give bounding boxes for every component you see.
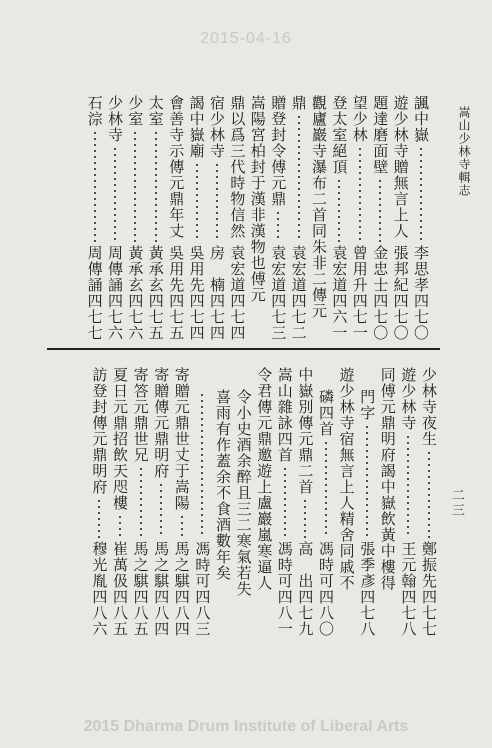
toc-entry [274,367,296,637]
dot-leader [114,146,116,242]
entry-title: 謁中嶽廟 [187,95,206,159]
dot-leader [201,392,203,538]
entry-title: 宿少林寺 [208,95,226,159]
entry-author: 張邦紀 [391,245,410,293]
dot-leader [428,450,430,538]
dot-leader [338,178,340,242]
entry-title: 同傅元鼎明府謁中嶽飲黃中樓得 [378,367,397,591]
entry-author: 房 楠 [208,245,226,293]
dot-leader [216,162,218,242]
entry-title: 喜雨有作蓋余不食酒數年矣 [214,389,232,581]
entry-title: 遊少林寺宿無言上人精舍同戚不 [337,367,356,591]
dot-leader [304,498,306,538]
entry-page: 四七四 [187,293,206,341]
toc-entry [130,367,152,637]
entry-author-page [88,541,110,637]
entry-page: 四八五 [111,589,129,637]
entry-title: 太室 [146,95,165,127]
entry-author: 曾用升 [350,245,369,293]
entry-author: 黃承玄 [146,245,165,293]
dot-leader [284,466,286,538]
entry-author: 袁宏道 [228,245,247,293]
entry-title: 登太室絕頂 [330,95,349,175]
entry-title: 鼎 [289,95,308,111]
entry-title: 題達磨面壁 [371,95,390,175]
entry-author: 袁宏道 [330,245,349,293]
entry-title: 磷四首 [317,389,335,437]
entry-title: 門字 [358,389,377,421]
entry-author: 李思孝 [412,245,430,293]
entry-author-page [390,245,412,341]
toc-entry [186,95,208,341]
dot-leader [407,434,409,538]
dot-leader [366,424,368,538]
entry-author: 吳用先 [167,245,186,293]
toc-entry [165,95,187,341]
toc-entry [226,95,248,341]
toc-entry [206,95,228,341]
entry-page: 四八三 [193,589,212,637]
entry-title: 寄贈元鼎世丈于嵩陽 [172,367,191,511]
entry-author-page [124,245,146,341]
entry-author: 袁宏道 [289,245,308,293]
entry-title: 訪登封傳元鼎明府 [90,367,109,495]
entry-author: 吳用先 [187,245,206,293]
entry-author-page [315,541,337,637]
toc-entry [150,367,172,637]
toc-entry [390,95,412,341]
entry-author: 馮時可 [193,541,212,589]
entry-title: 會善寺示傳元鼎年丈 [167,95,186,239]
entry-author: 金忠士 [371,245,390,293]
entry-title: 石淙 [85,95,104,127]
entry-page: 四七一 [350,293,369,341]
dot-leader [196,162,198,242]
entry-page: 四七四 [228,293,247,341]
entry-author: 馬之騏 [152,541,171,589]
entry-page: 四八五 [131,589,150,637]
entry-author-page [84,245,106,341]
page-number: 二三 [449,488,464,518]
toc-entry [349,95,371,341]
dot-leader [277,210,279,242]
entry-author: 黃承玄 [126,245,145,293]
entry-author: 王元翰 [399,541,418,589]
entry-author-page [191,541,213,637]
entry-title: 贈登封令傅元鼎 [269,95,288,207]
entry-page: 四七〇 [391,293,410,341]
entry-page: 四六一 [330,293,349,341]
entry-title: 遊少林寺 [399,367,418,431]
entry-author-page [186,245,208,341]
entry-author-page [328,245,350,341]
running-title: 嵩山少林寺輯志 [457,106,471,197]
entry-author: 周傳誦 [106,245,124,293]
entry-title: 鼎以爲三代時物信然 [228,95,247,239]
toc-entry [410,95,432,341]
entry-author-page [267,245,289,341]
entry-page: 四七〇 [412,293,430,341]
entry-author: 穆光胤 [90,541,109,589]
entry-page: 四七七 [420,589,438,637]
entry-page: 四七八 [399,589,418,637]
toc-entry [191,367,213,637]
entry-author-page [288,245,310,341]
toc-entry [418,367,440,637]
entry-page: 四七五 [146,293,165,341]
entry-page: 四八一 [275,589,294,637]
entry-author-page [150,541,172,637]
entry-page: 四八四 [152,589,171,637]
entry-author: 周傳誦 [85,245,104,293]
toc-entry [212,367,234,637]
entry-author: 馮時可 [317,541,335,589]
dot-leader [98,498,100,538]
entry-title: 中嶽別傳元鼎二首 [296,367,315,495]
entry-title: 遊少林寺贈無言上人 [391,95,410,239]
entry-author-page [226,245,248,341]
entry-title: 夏日元鼎招飲天咫樓 [111,367,129,511]
toc-entry [356,367,378,637]
entry-author: 馮時可 [275,541,294,589]
toc-entry [369,95,391,341]
entry-title: 望少林 [350,95,369,143]
dot-leader [155,130,157,242]
entry-title: 寄答元鼎世兄 [131,367,150,463]
dot-leader [140,466,142,538]
toc-entry [397,367,419,637]
entry-author-page [171,541,193,637]
entry-title: 觀廬巖寺瀑布二首同朱非二傳元 [310,95,328,319]
entry-author-page [418,541,440,637]
toc-entry [171,367,193,637]
entry-author: 袁宏道 [269,245,288,293]
dot-leader [298,114,300,242]
entry-author: 崔萬伋 [111,541,129,589]
entry-author: 高 出 [296,541,315,589]
entry-page: 四七八 [358,589,377,637]
entry-title: 嵩陽宮柏封于漢非漢物也傅元 [248,95,267,303]
dot-leader [119,514,121,538]
entry-title: 嵩山雜詠四首 [275,367,294,463]
entry-author-page [130,541,152,637]
entry-page: 四七五 [167,293,186,341]
toc-entry [328,95,350,341]
entry-author-page [356,541,378,637]
entry-author-page [274,541,296,637]
toc-entry [294,367,316,637]
entry-author-page [145,245,167,341]
entry-author-page [410,245,432,341]
entry-author-page [109,541,131,637]
entry-title: 少室 [126,95,145,127]
dot-leader [160,482,162,538]
entry-title: 少林寺 [106,95,124,143]
toc-entry [88,367,110,637]
toc-entry [233,367,255,637]
entry-author-page [104,245,126,341]
entry-title: 諷中嶽 [412,95,430,143]
entry-page: 四八四 [172,589,191,637]
dot-leader [94,130,96,242]
dot-leader [325,440,327,538]
entry-author: 鄭振先 [420,541,438,589]
entry-author: 張季彥 [358,541,377,589]
footer-watermark: 2015 Dharma Drum Institute of Liberal Arts [83,718,409,735]
toc-entry [377,367,399,637]
entry-page: 四七〇 [371,293,390,341]
dot-leader [420,146,422,242]
entry-author-page [294,541,316,637]
entry-author-page [397,541,419,637]
entry-title: 少林寺夜生 [420,367,438,447]
entry-page: 四七四 [208,293,226,341]
toc-entry [288,95,310,341]
entry-title: 令君傳元鼎邀遊上盧巖嵐寒逼人 [255,367,274,591]
entry-title: 寄贈傳元鼎明府 [152,367,171,479]
toc-entry [315,367,337,637]
toc-entry [104,95,126,341]
dot-leader [134,130,136,242]
dot-leader [379,178,381,242]
entry-page: 四七六 [106,293,124,341]
entry-author: 馬之騏 [172,541,191,589]
entry-author-page [165,245,187,341]
entry-page: 四七六 [126,293,145,341]
entry-page: 四八六 [90,589,109,637]
dot-leader [181,514,183,538]
entry-page: 四七九 [296,589,315,637]
entry-page: 四八〇 [317,589,335,637]
section-divider [47,348,440,350]
entry-author: 馬之騏 [131,541,150,589]
entry-title: 令小史酒余醉且三二寒氣若失 [234,389,253,597]
toc-entry [84,95,106,341]
entry-page: 四七七 [85,293,104,341]
entry-author-page [349,245,371,341]
toc-entry [124,95,146,341]
toc-entry [109,367,131,637]
toc-entry [247,95,269,341]
toc-entry [253,367,275,637]
date-watermark: 2015-04-16 [200,30,292,47]
entry-author-page [206,245,228,341]
entry-page: 四七三 [269,293,288,341]
toc-entry [145,95,167,341]
toc-entry [336,367,358,637]
toc-entry [308,95,330,341]
toc-entry [267,95,289,341]
entry-page: 四七二 [289,293,308,341]
dot-leader [359,146,361,242]
entry-author-page [369,245,391,341]
